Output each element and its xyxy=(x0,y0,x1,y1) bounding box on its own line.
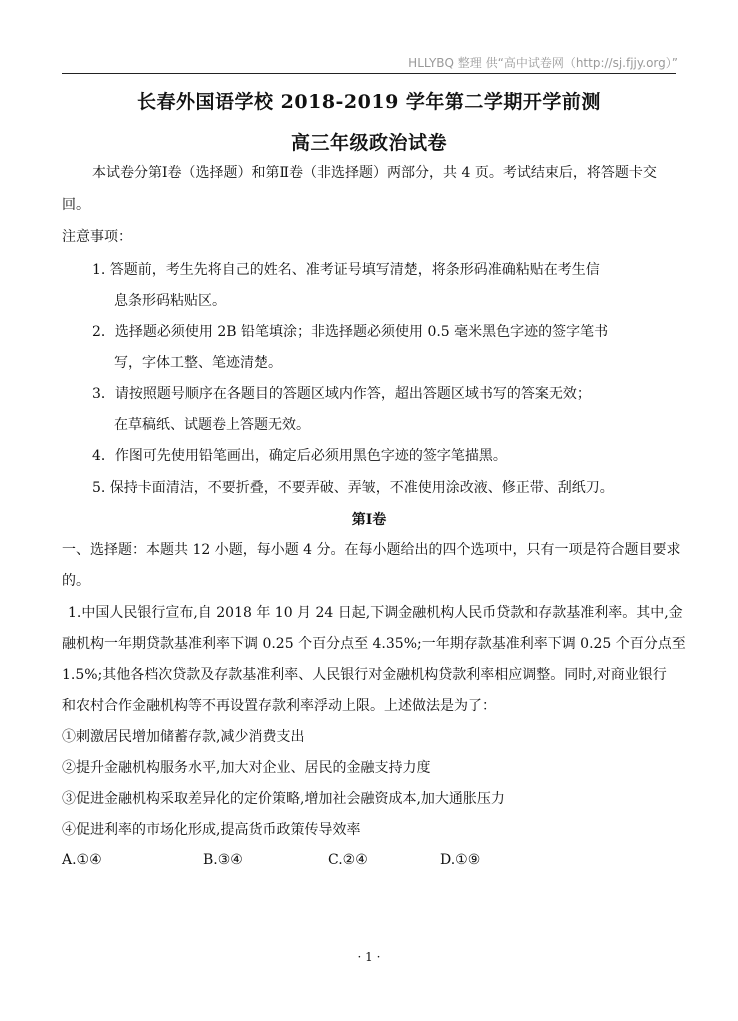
note-2-cont: 写，字体工整、笔迹清楚。 xyxy=(114,355,282,371)
question-1-line-4: 和农村合作金融机构等不再设置存款利率浮动上限。上述做法是为了： xyxy=(62,698,496,714)
header-divider xyxy=(62,73,676,74)
question-1-line-1: 1.中国人民银行宣布,自 2018 年 10 月 24 日起,下调金融机构人民币贷款和存款基准利率。其中,金 xyxy=(68,605,683,621)
section-intro-2: 的。 xyxy=(62,573,90,589)
notes-heading: 注意事项： xyxy=(62,229,132,245)
note-3-cont: 在草稿纸、试题卷上答题无效。 xyxy=(114,417,310,433)
question-1-line-2: 融机构一年期贷款基准利率下调 0.25 个百分点至 4.35%;一年期存款基准利率下调 0.25 个百分点至 xyxy=(62,636,686,652)
option-a: A.①④ xyxy=(62,852,102,868)
note-1: 1. 答题前，考生先将自己的姓名、准考证号填写清楚，将条形码准确粘贴在考生信 xyxy=(92,262,600,278)
statement-1: ①刺激居民增加储蓄存款,减少消费支出 xyxy=(62,729,305,745)
statement-2: ②提升金融机构服务水平,加大对企业、居民的金融支持力度 xyxy=(62,760,431,776)
option-c: C.②④ xyxy=(328,852,368,868)
statement-3: ③促进金融机构采取差异化的定价策略,增加社会融资成本,加大通胀压力 xyxy=(62,791,505,807)
statement-4: ④促进利率的市场化形成,提高货币政策传导效率 xyxy=(62,822,361,838)
note-3: 3．请按照题号顺序在各题目的答题区域内作答，超出答题区域书写的答案无效； xyxy=(92,386,591,402)
exam-title: 长春外国语学校 2018-2019 学年第二学期开学前测 xyxy=(137,91,601,113)
option-b: B.③④ xyxy=(203,852,243,868)
question-1-line-3: 1.5%;其他各档次贷款及存款基准利率、人民银行对金融机构贷款利率相应调整。同时,对商业银行 xyxy=(62,667,667,683)
note-4: 4．作图可先使用铅笔画出，确定后必须用黑色字迹的签字笔描黑。 xyxy=(92,448,507,464)
page-number: · 1 · xyxy=(357,950,381,964)
header-source-note: HLLYBQ 整理 供“高中试卷网（http://sj.fjjy.org）” xyxy=(408,56,678,70)
intro-line-2: 回。 xyxy=(62,197,90,213)
exam-subtitle: 高三年级政治试卷 xyxy=(290,132,447,154)
note-1-cont: 息条形码粘贴区。 xyxy=(114,293,226,309)
intro-line-1: 本试卷分第Ⅰ卷（选择题）和第Ⅱ卷（非选择题）两部分，共 4 页。考试结束后，将答题卡交 xyxy=(92,165,657,181)
note-2: 2．选择题必须使用 2B 铅笔填涂；非选择题必须使用 0.5 毫米黑色字迹的签字笔书 xyxy=(92,324,609,340)
section-intro-1: 一、选择题：本题共 12 小题，每小题 4 分。在每小题给出的四个选项中，只有一项是符合题目要求 xyxy=(62,542,681,558)
note-5: 5. 保持卡面清洁，不要折叠，不要弄破、弄皱，不准使用涂改液、修正带、刮纸刀。 xyxy=(92,480,614,496)
section-title: 第Ⅰ卷 xyxy=(351,512,387,528)
option-d: D.①⑨ xyxy=(440,852,481,868)
